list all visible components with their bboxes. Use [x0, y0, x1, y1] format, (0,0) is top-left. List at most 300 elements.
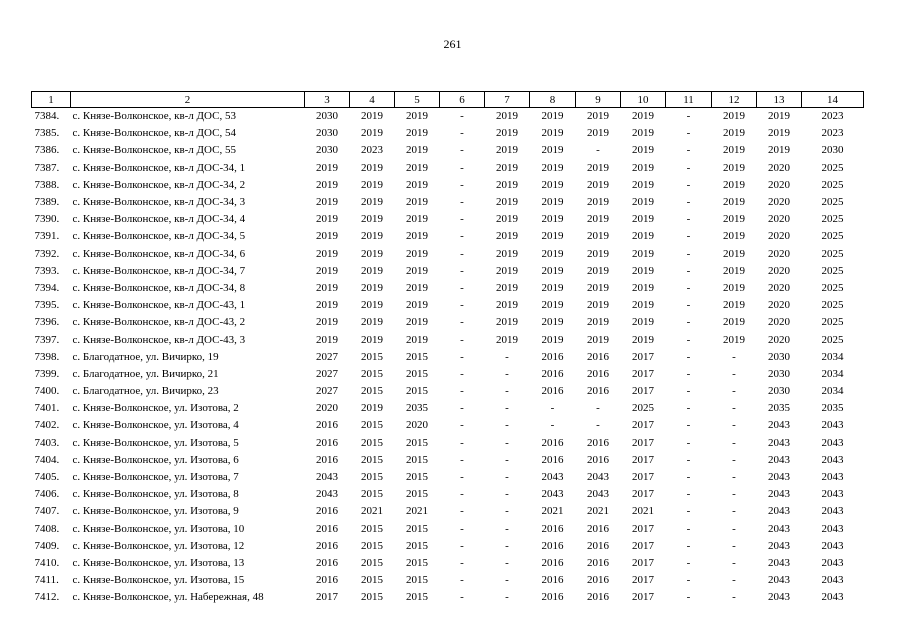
table-row [32, 572, 864, 589]
year-cell: 2019 [496, 178, 518, 191]
year-cell: - [732, 402, 736, 415]
address-cell: с. Благодатное, ул. Вичирко, 23 [72, 385, 219, 398]
row-number: 7395. [34, 299, 60, 312]
year-cell: - [686, 436, 691, 449]
year-cell: 2019 [723, 213, 745, 226]
year-cell: 2020 [768, 178, 790, 191]
year-cell: - [460, 350, 464, 363]
year-cell: 2021 [361, 505, 383, 518]
row-number: 7389. [34, 196, 60, 209]
address-cell: с. Князе-Волконское, ул. Изотова, 6 [72, 453, 239, 466]
year-cell: - [686, 453, 691, 466]
year-cell: 2016 [587, 350, 609, 363]
year-cell: 2016 [587, 556, 609, 569]
row-number: 7409. [34, 539, 60, 552]
year-cell: 2019 [361, 196, 383, 209]
table-row [32, 246, 864, 263]
year-cell: 2015 [361, 436, 383, 449]
year-cell: 2019 [723, 144, 745, 157]
table-row [32, 194, 864, 211]
address-cell: с. Князе-Волконское, кв-л ДОС, 53 [72, 110, 236, 123]
year-cell: - [732, 419, 736, 432]
address-cell: с. Князе-Волконское, кв-л ДОС-34, 3 [72, 196, 246, 209]
year-cell: 2025 [821, 161, 844, 174]
year-cell: 2020 [768, 196, 790, 209]
year-cell: 2019 [361, 110, 383, 123]
row-number: 7390. [34, 213, 60, 226]
year-cell: 2025 [821, 230, 844, 243]
year-cell: - [686, 591, 691, 604]
year-cell: - [460, 178, 464, 191]
table-row [32, 331, 864, 348]
year-cell: 2019 [587, 333, 609, 346]
year-cell: 2019 [406, 247, 428, 260]
year-cell: - [460, 144, 464, 157]
year-cell: - [596, 144, 600, 157]
year-cell: 2019 [496, 299, 518, 312]
table-row [32, 142, 864, 159]
row-number: 7398. [34, 350, 60, 363]
year-cell: 2019 [587, 316, 609, 329]
table-row [32, 383, 864, 400]
year-cell: 2025 [632, 402, 654, 415]
year-cell: 2017 [632, 539, 654, 552]
year-cell: 2020 [768, 213, 790, 226]
year-cell: - [505, 556, 509, 569]
year-cell: 2019 [723, 178, 745, 191]
year-cell: 2015 [361, 591, 383, 604]
address-cell: с. Князе-Волконское, кв-л ДОС-34, 4 [72, 213, 246, 226]
year-cell: 2019 [632, 247, 654, 260]
year-cell: 2019 [768, 144, 790, 157]
year-cell: 2016 [541, 453, 564, 466]
year-cell: - [505, 453, 509, 466]
year-cell: 2019 [316, 178, 338, 191]
address-cell: с. Князе-Волконское, ул. Набережная, 48 [72, 591, 264, 604]
year-cell: - [460, 110, 464, 123]
address-cell: с. Князе-Волконское, ул. Изотова, 10 [72, 522, 245, 535]
year-cell: 2030 [821, 144, 844, 157]
address-cell: с. Князе-Волконское, кв-л ДОС-34, 2 [72, 178, 246, 191]
year-cell: 2034 [821, 385, 844, 398]
year-cell: 2015 [361, 385, 383, 398]
table-row [32, 452, 864, 469]
column-header-4: 4 [350, 92, 395, 108]
row-number: 7406. [34, 488, 60, 501]
year-cell: - [732, 436, 736, 449]
year-cell: - [686, 402, 691, 415]
year-cell: 2019 [587, 161, 609, 174]
year-cell: - [460, 247, 464, 260]
year-cell: - [460, 213, 464, 226]
year-cell: 2016 [587, 436, 609, 449]
year-cell: 2019 [496, 333, 518, 346]
year-cell: - [686, 316, 691, 329]
year-cell: 2017 [632, 419, 654, 432]
year-cell: 2019 [723, 161, 745, 174]
year-cell: 2019 [768, 127, 790, 140]
column-header-7: 7 [485, 92, 530, 108]
address-cell: с. Князе-Волконское, кв-л ДОС, 54 [72, 127, 236, 140]
year-cell: 2019 [723, 247, 745, 260]
year-cell: 2016 [541, 574, 564, 587]
row-number: 7408. [34, 522, 60, 535]
year-cell: 2019 [496, 196, 518, 209]
year-cell: 2017 [632, 436, 654, 449]
table-row [32, 160, 864, 177]
year-cell: 2019 [316, 230, 338, 243]
year-cell: 2016 [541, 385, 564, 398]
table-row [32, 349, 864, 366]
year-cell: - [686, 539, 691, 552]
year-cell: - [732, 471, 736, 484]
column-header-14: 14 [802, 92, 864, 108]
year-cell: 2019 [496, 144, 518, 157]
year-cell: 2015 [361, 574, 383, 587]
year-cell: - [460, 556, 464, 569]
year-cell: 2019 [632, 178, 654, 191]
row-number: 7388. [34, 178, 60, 191]
year-cell: 2043 [768, 488, 790, 501]
year-cell: 2035 [821, 402, 844, 415]
year-cell: 2015 [406, 556, 428, 569]
year-cell: - [460, 539, 464, 552]
year-cell: 2019 [406, 196, 428, 209]
year-cell: 2019 [361, 316, 383, 329]
year-cell: 2043 [821, 556, 844, 569]
year-cell: 2035 [406, 402, 428, 415]
year-cell: 2016 [587, 539, 609, 552]
year-cell: 2019 [723, 110, 745, 123]
year-cell: - [732, 591, 736, 604]
year-cell: 2019 [723, 333, 745, 346]
year-cell: 2019 [541, 144, 564, 157]
year-cell: 2043 [821, 453, 844, 466]
year-cell: 2019 [541, 230, 564, 243]
year-cell: 2016 [541, 556, 564, 569]
year-cell: - [460, 281, 464, 294]
year-cell: 2027 [316, 367, 338, 380]
year-cell: 2043 [768, 419, 790, 432]
year-cell: 2016 [541, 350, 564, 363]
year-cell: 2030 [768, 350, 790, 363]
year-cell: 2015 [406, 436, 428, 449]
year-cell: - [686, 367, 691, 380]
year-cell: 2016 [541, 522, 564, 535]
year-cell: 2015 [406, 350, 428, 363]
year-cell: 2016 [587, 453, 609, 466]
year-cell: 2023 [821, 110, 844, 123]
year-cell: 2015 [361, 350, 383, 363]
column-header-1: 1 [32, 92, 71, 108]
address-cell: с. Князе-Волконское, кв-л ДОС, 55 [72, 144, 236, 157]
year-cell: 2019 [316, 316, 338, 329]
year-cell: - [686, 281, 691, 294]
year-cell: - [460, 488, 464, 501]
table-header-row [32, 92, 864, 108]
year-cell: - [686, 247, 691, 260]
year-cell: - [686, 127, 691, 140]
year-cell: - [505, 522, 509, 535]
year-cell: 2016 [316, 453, 338, 466]
year-cell: 2043 [821, 471, 844, 484]
table-row [32, 521, 864, 538]
year-cell: 2019 [723, 281, 745, 294]
row-number: 7392. [34, 247, 60, 260]
year-cell: 2019 [496, 127, 518, 140]
table-row [32, 469, 864, 486]
year-cell: 2034 [821, 350, 844, 363]
year-cell: - [732, 539, 736, 552]
year-cell: - [460, 419, 464, 432]
year-cell: - [460, 436, 464, 449]
year-cell: - [505, 505, 509, 518]
address-cell: с. Князе-Волконское, кв-л ДОС-34, 7 [72, 264, 246, 277]
row-number: 7404. [34, 453, 60, 466]
address-cell: с. Князе-Волконское, ул. Изотова, 15 [72, 574, 245, 587]
column-header-9: 9 [576, 92, 621, 108]
year-cell: 2019 [406, 299, 428, 312]
year-cell: - [505, 591, 509, 604]
year-cell: 2019 [316, 161, 338, 174]
year-cell: - [460, 196, 464, 209]
year-cell: 2017 [632, 385, 654, 398]
year-cell: 2015 [406, 471, 428, 484]
year-cell: - [686, 471, 691, 484]
year-cell: 2016 [316, 574, 338, 587]
year-cell: 2019 [723, 299, 745, 312]
year-cell: - [460, 385, 464, 398]
year-cell: - [686, 213, 691, 226]
year-cell: - [505, 419, 509, 432]
year-cell: 2016 [587, 574, 609, 587]
year-cell: 2020 [316, 402, 338, 415]
year-cell: - [686, 385, 691, 398]
year-cell: - [686, 350, 691, 363]
row-number: 7387. [34, 161, 60, 174]
year-cell: 2019 [587, 247, 609, 260]
column-header-12: 12 [712, 92, 757, 108]
year-cell: 2025 [821, 264, 844, 277]
year-cell: 2019 [406, 213, 428, 226]
year-cell: 2043 [821, 436, 844, 449]
year-cell: 2019 [361, 178, 383, 191]
year-cell: 2025 [821, 213, 844, 226]
year-cell: 2016 [541, 436, 564, 449]
table-row [32, 211, 864, 228]
year-cell: - [732, 574, 736, 587]
year-cell: - [732, 488, 736, 501]
year-cell: 2020 [768, 333, 790, 346]
year-cell: 2017 [316, 591, 338, 604]
year-cell: 2025 [821, 196, 844, 209]
year-cell: - [505, 367, 509, 380]
year-cell: 2015 [406, 539, 428, 552]
year-cell: 2021 [406, 505, 428, 518]
address-cell: с. Князе-Волконское, ул. Изотова, 4 [72, 419, 239, 432]
year-cell: 2020 [768, 316, 790, 329]
year-cell: 2019 [541, 110, 564, 123]
year-cell: 2043 [541, 488, 564, 501]
year-cell: 2019 [361, 161, 383, 174]
year-cell: 2017 [632, 367, 654, 380]
year-cell: 2017 [632, 488, 654, 501]
address-cell: с. Благодатное, ул. Вичирко, 19 [72, 350, 219, 363]
year-cell: 2019 [316, 299, 338, 312]
address-cell: с. Князе-Волконское, кв-л ДОС-34, 5 [72, 230, 246, 243]
table-row [32, 314, 864, 331]
year-cell: 2023 [361, 144, 383, 157]
year-cell: - [460, 299, 464, 312]
year-cell: 2019 [541, 196, 564, 209]
table-row [32, 228, 864, 245]
year-cell: 2019 [587, 230, 609, 243]
address-cell: с. Благодатное, ул. Вичирко, 21 [72, 367, 219, 380]
year-cell: 2043 [768, 591, 790, 604]
year-cell: 2019 [541, 247, 564, 260]
table-row [32, 503, 864, 520]
year-cell: 2019 [632, 196, 654, 209]
year-cell: - [686, 178, 691, 191]
year-cell: 2016 [316, 505, 338, 518]
year-cell: - [732, 453, 736, 466]
year-cell: 2030 [768, 385, 790, 398]
year-cell: 2019 [587, 196, 609, 209]
year-cell: - [732, 367, 736, 380]
year-cell: - [686, 522, 691, 535]
year-cell: - [460, 316, 464, 329]
year-cell: 2015 [361, 367, 383, 380]
year-cell: 2019 [496, 247, 518, 260]
year-cell: - [505, 574, 509, 587]
year-cell: 2019 [316, 264, 338, 277]
row-number: 7394. [34, 281, 60, 294]
year-cell: - [550, 402, 555, 415]
column-header-3: 3 [305, 92, 350, 108]
year-cell: - [460, 574, 464, 587]
year-cell: 2019 [361, 299, 383, 312]
year-cell: 2019 [496, 281, 518, 294]
row-number: 7397. [34, 333, 60, 346]
year-cell: 2019 [632, 316, 654, 329]
row-number: 7393. [34, 264, 60, 277]
year-cell: 2015 [361, 556, 383, 569]
year-cell: 2019 [316, 281, 338, 294]
year-cell: 2021 [632, 505, 654, 518]
year-cell: 2017 [632, 453, 654, 466]
year-cell: 2019 [768, 110, 790, 123]
year-cell: 2027 [316, 350, 338, 363]
year-cell: 2017 [632, 556, 654, 569]
table-row [32, 435, 864, 452]
year-cell: 2019 [496, 230, 518, 243]
year-cell: 2016 [541, 591, 564, 604]
year-cell: 2043 [821, 522, 844, 535]
column-header-11: 11 [666, 92, 712, 108]
column-header-2: 2 [71, 92, 305, 108]
row-number: 7384. [34, 110, 60, 123]
year-cell: - [505, 385, 509, 398]
year-cell: - [686, 110, 691, 123]
year-cell: 2016 [587, 367, 609, 380]
year-cell: - [460, 127, 464, 140]
year-cell: - [460, 161, 464, 174]
year-cell: - [460, 453, 464, 466]
year-cell: 2019 [541, 213, 564, 226]
year-cell: 2025 [821, 281, 844, 294]
year-cell: 2016 [541, 367, 564, 380]
year-cell: 2043 [316, 471, 338, 484]
data-table [31, 91, 864, 606]
row-number: 7396. [34, 316, 60, 329]
year-cell: 2019 [632, 333, 654, 346]
year-cell: 2020 [768, 247, 790, 260]
year-cell: 2019 [406, 316, 428, 329]
year-cell: 2034 [821, 367, 844, 380]
year-cell: - [732, 350, 736, 363]
year-cell: 2043 [821, 539, 844, 552]
year-cell: 2025 [821, 247, 844, 260]
year-cell: 2017 [632, 471, 654, 484]
year-cell: 2043 [821, 574, 844, 587]
year-cell: 2019 [316, 247, 338, 260]
table-row [32, 177, 864, 194]
year-cell: - [505, 488, 509, 501]
year-cell: 2020 [768, 230, 790, 243]
year-cell: 2019 [587, 178, 609, 191]
address-cell: с. Князе-Волконское, ул. Изотова, 12 [72, 539, 245, 552]
table-row [32, 589, 864, 606]
year-cell: 2023 [821, 127, 844, 140]
year-cell: - [505, 402, 509, 415]
year-cell: - [460, 522, 464, 535]
row-number: 7410. [34, 556, 60, 569]
year-cell: - [460, 505, 464, 518]
year-cell: 2019 [406, 144, 428, 157]
year-cell: 2027 [316, 385, 338, 398]
year-cell: 2019 [361, 402, 383, 415]
year-cell: 2043 [821, 488, 844, 501]
address-cell: с. Князе-Волконское, ул. Изотова, 2 [72, 402, 239, 415]
year-cell: 2019 [632, 110, 654, 123]
year-cell: - [505, 539, 509, 552]
column-header-8: 8 [530, 92, 576, 108]
address-cell: с. Князе-Волконское, ул. Изотова, 5 [72, 436, 239, 449]
year-cell: - [460, 333, 464, 346]
year-cell: 2030 [316, 144, 338, 157]
year-cell: 2019 [361, 247, 383, 260]
year-cell: - [686, 505, 691, 518]
address-cell: с. Князе-Волконское, ул. Изотова, 7 [72, 471, 239, 484]
year-cell: 2016 [587, 591, 609, 604]
year-cell: - [460, 591, 464, 604]
year-cell: 2015 [406, 574, 428, 587]
year-cell: 2025 [821, 178, 844, 191]
year-cell: 2015 [361, 488, 383, 501]
year-cell: 2019 [632, 127, 654, 140]
year-cell: 2015 [406, 488, 428, 501]
year-cell: 2020 [768, 281, 790, 294]
year-cell: 2025 [821, 333, 844, 346]
year-cell: 2019 [723, 264, 745, 277]
year-cell: 2019 [632, 161, 654, 174]
year-cell: 2025 [821, 299, 844, 312]
column-header-13: 13 [757, 92, 802, 108]
year-cell: 2016 [587, 385, 609, 398]
column-header-5: 5 [395, 92, 440, 108]
row-number: 7407. [34, 505, 60, 518]
year-cell: - [505, 350, 509, 363]
